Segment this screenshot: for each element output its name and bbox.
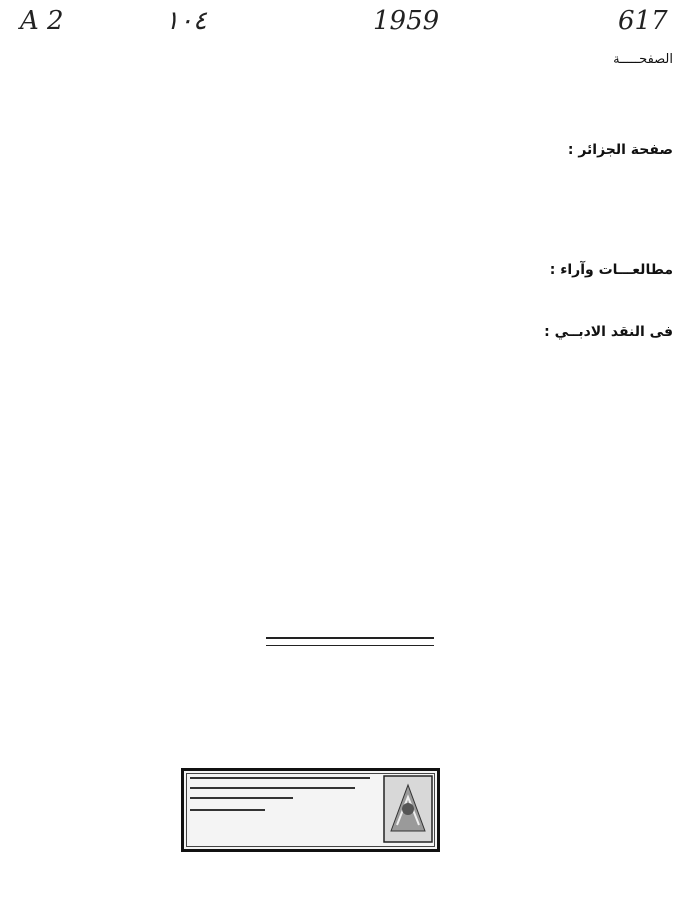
handwritten-code: A 2	[20, 6, 64, 36]
section-heading: مطالعـــات وآراء :	[549, 262, 673, 278]
handwritten-issue-number: ١٠٤	[165, 6, 207, 36]
stamp-line	[190, 797, 293, 799]
double-rule-top	[266, 637, 434, 639]
page-column-label: الصفحـــــة	[613, 52, 673, 67]
double-rule-bottom	[266, 645, 434, 646]
handwritten-year: 1959	[373, 6, 440, 36]
library-stamp	[181, 768, 440, 852]
section-heading: صفحة الجزائر :	[567, 142, 673, 158]
section-heading: فى النقد الادبــي :	[544, 324, 673, 340]
stamp-line	[190, 809, 265, 811]
stamp-emblem-icon	[383, 775, 433, 843]
handwritten-page-number: 617	[618, 6, 668, 36]
stamp-text-block	[190, 777, 377, 819]
stamp-line	[190, 777, 370, 779]
stamp-line	[190, 787, 355, 789]
